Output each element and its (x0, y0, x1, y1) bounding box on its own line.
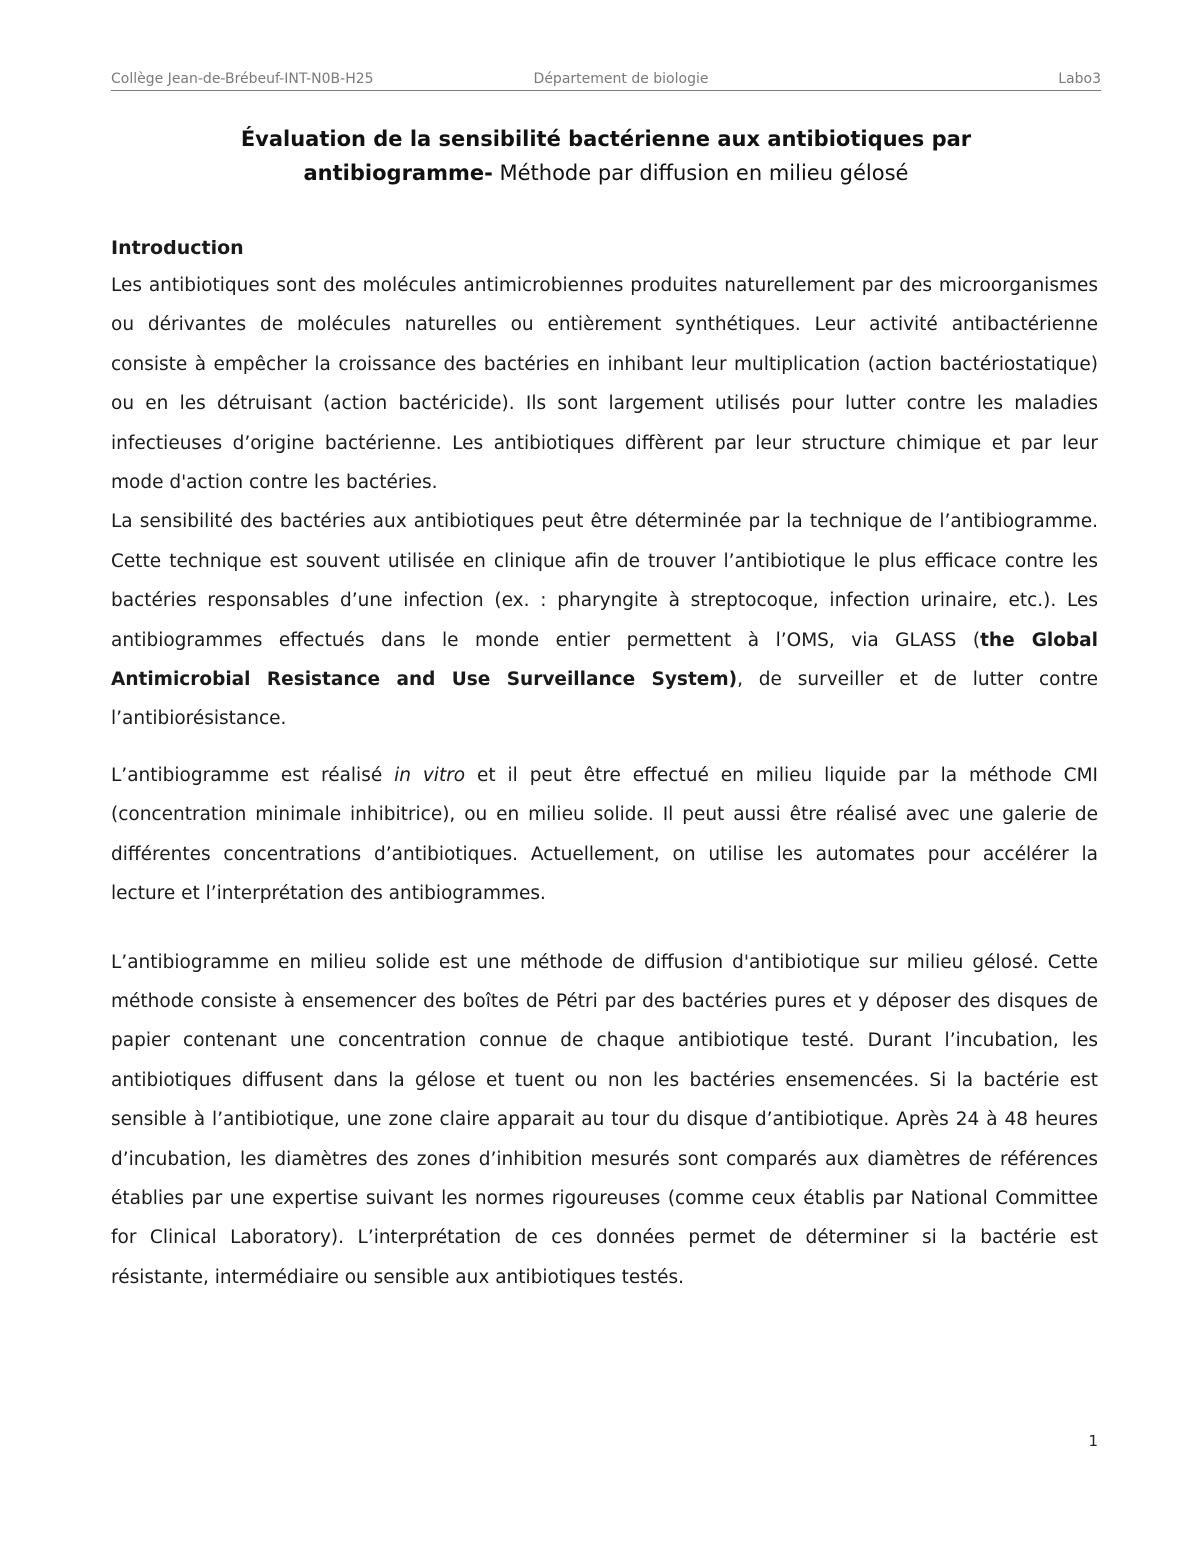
page-header (111, 70, 1101, 91)
header-department: Département de biologie (533, 71, 709, 87)
p3-in-vitro: in vitro (394, 764, 466, 786)
p2-text-start: La sensibilité des bactéries aux antibiotiques peut être déterminée par la technique de l’antibiogramme. Cette technique est souvent utilisée en clinique afin de trouver l’antibiotique le plus efficace contre les bactéries responsables d’une infection (ex. : pharyngite à streptocoque, infection urinaire, etc.). Les antibiogrammes effectués dans le monde entier permettent à l’OMS, via GLASS ( (111, 511, 1098, 651)
title-bold-line2: antibiogramme- (303, 161, 493, 185)
paragraph-antibiogram-technique (111, 502, 1098, 738)
p3-text-start: L’antibiogramme est réalisé (111, 764, 395, 786)
header-institution: Collège Jean-de-Brébeuf-INT-N0B-H25 (111, 71, 374, 87)
header-lab-number: Labo3 (1058, 71, 1101, 87)
page-number: 1 (1088, 1432, 1098, 1450)
section-heading-introduction: Introduction (111, 237, 244, 259)
paragraph-in-vitro (111, 756, 1098, 914)
paragraph-antibiotics-definition: Les antibiotiques sont des molécules antimicrobiennes produites naturellement par des microorganismes ou dérivantes de molécules naturelles ou entièrement synthétiques. Leur activité antibactérienne consiste à empêcher la croissance des bactéries en inhibant leur multiplication (action bactériostatique) ou en les détruisant (action bactéricide). Ils sont largement utilisés pour lutter contre les maladies infectieuses d’origine bactérienne. Les antibiotiques diffèrent par leur structure chimique et par leur mode d'action contre les bactéries. (111, 275, 1098, 494)
title-bold-line1: Évaluation de la sensibilité bactérienne aux antibiotiques par (240, 127, 972, 151)
document-body (111, 230, 1098, 1297)
document-title (111, 122, 1101, 190)
p3-text-end: et il peut être effectué en milieu liquide par la méthode CMI (concentration minimale inhibitrice), ou en milieu solide. Il peut aussi être réalisé avec une galerie de différentes concentrations d’antibiotiques. Actuellement, on utilise les automates pour accélérer la lecture et l’interprétation des antibiogrammes. (111, 764, 1098, 905)
title-subtitle: Méthode par diffusion en milieu gélosé (492, 161, 909, 185)
paragraph-spacer (111, 914, 1098, 943)
p2-glass-name: the Global Antimicrobial Resistance and Use Surveillance System) (111, 629, 1099, 691)
p2-text-end: , de surveiller et de lutter contre l’antibiorésistance. (111, 669, 1098, 730)
paragraph-spacer (111, 739, 1098, 756)
paragraph-solid-medium: L’antibiogramme en milieu solide est une méthode de diffusion d'antibiotique sur milieu gélosé. Cette méthode consiste à ensemencer des boîtes de Pétri par des bactéries pures et y déposer des disques de papier contenant une concentration connue de chaque antibiotique testé. Durant l’incubation, les antibiotiques diffusent dans la gélose et tuent ou non les bactéries ensemencées. Si la bactérie est sensible à l’antibiotique, une zone claire apparait au tour du disque d’antibiotique. Après 24 à 48 heures d’incubation, les diamètres des zones d’inhibition mesurés sont comparés aux diamètres de références établies par une expertise suivant les normes rigoureuses (comme ceux établis par National Committee for Clinical Laboratory). L’interprétation de ces données permet de déterminer si la bactérie est résistante, intermédiaire ou sensible aux antibiotiques testés. (111, 951, 1098, 1288)
